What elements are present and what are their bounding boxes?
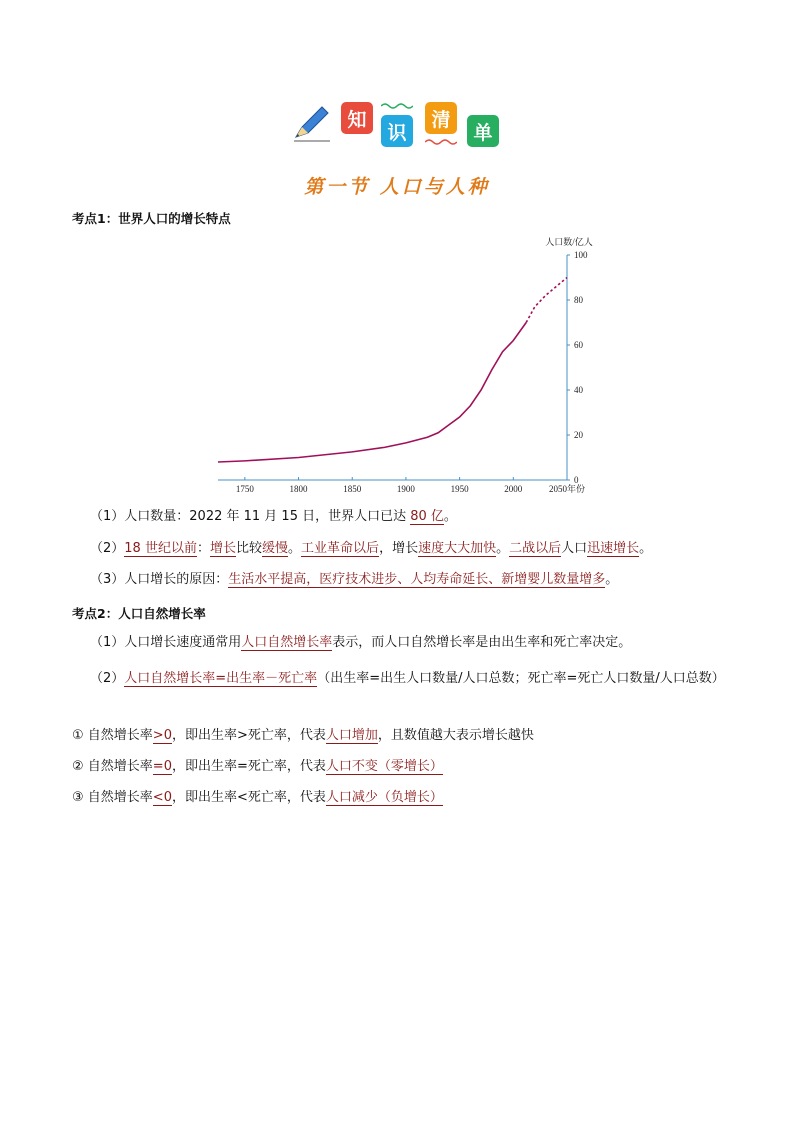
x-tick-label: 1950	[450, 484, 469, 494]
x-tick-label: 1850	[343, 484, 362, 494]
topic2-case-zero: ② 自然增长率=0，即出生率=死亡率，代表人口不变（零增长）	[72, 759, 443, 774]
x-tick-label: 1750	[235, 484, 254, 494]
topic2-item1: （1）人口增长速度通常用人口自然增长率表示，而人口自然增长率是由出生率和死亡率决定。	[90, 635, 632, 650]
badge-qing: 清	[425, 102, 457, 134]
y-tick-label: 40	[574, 385, 583, 395]
badge-shi: 识	[381, 115, 413, 147]
y-tick-label: 80	[574, 295, 583, 305]
topic1-item3: （3）人口增长的原因：生活水平提高，医疗技术进步、人均寿命延长、新增婴儿数量增多。	[90, 572, 619, 587]
pencil-icon	[292, 103, 332, 143]
population-chart	[200, 233, 620, 498]
topic1-item1: （1）人口数量：2022 年 11 月 15 日，世界人口已达 80 亿。	[90, 509, 457, 524]
x-tick-label: 2000	[504, 484, 523, 494]
x-tick-label: 1900	[396, 484, 415, 494]
topic1-title: 考点1：世界人口的增长特点	[72, 211, 231, 226]
topic2-case-positive: ① 自然增长率>0，即出生率>死亡率，代表人口增加，且数值越大表示增长越快	[72, 728, 534, 743]
y-tick-label: 0	[574, 475, 579, 485]
series-projected-line	[526, 278, 567, 323]
series-actual-line	[218, 323, 526, 463]
topic1-item2: （2）18 世纪以前：增长比较缓慢。工业革命以后，增长速度大大加快。二战以后人口迅速增长。	[90, 541, 653, 556]
x-tick-label: 2050年份	[548, 484, 586, 494]
topic2-item2: （2）人口自然增长率=出生率－死亡率（出生率=出生人口数量/人口总数；死亡率=死亡人口数量/人口总数）	[90, 671, 725, 686]
badge-zhi: 知	[341, 102, 373, 134]
badge-dan: 单	[467, 115, 499, 147]
topic2-case-negative: ③ 自然增长率<0，即出生率<死亡率，代表人口减少（负增长）	[72, 790, 443, 805]
x-tick-label: 1800	[289, 484, 308, 494]
wave-decoration	[381, 102, 413, 110]
wave-decoration	[425, 138, 457, 146]
y-tick-label: 20	[574, 430, 583, 440]
y-tick-label: 60	[574, 340, 583, 350]
section-title: 第一节 人口与人种	[304, 176, 490, 198]
y-axis-label: 人口数/亿人	[545, 237, 593, 247]
topic2-title: 考点2：人口自然增长率	[72, 606, 206, 621]
y-tick-label: 100	[574, 250, 588, 260]
